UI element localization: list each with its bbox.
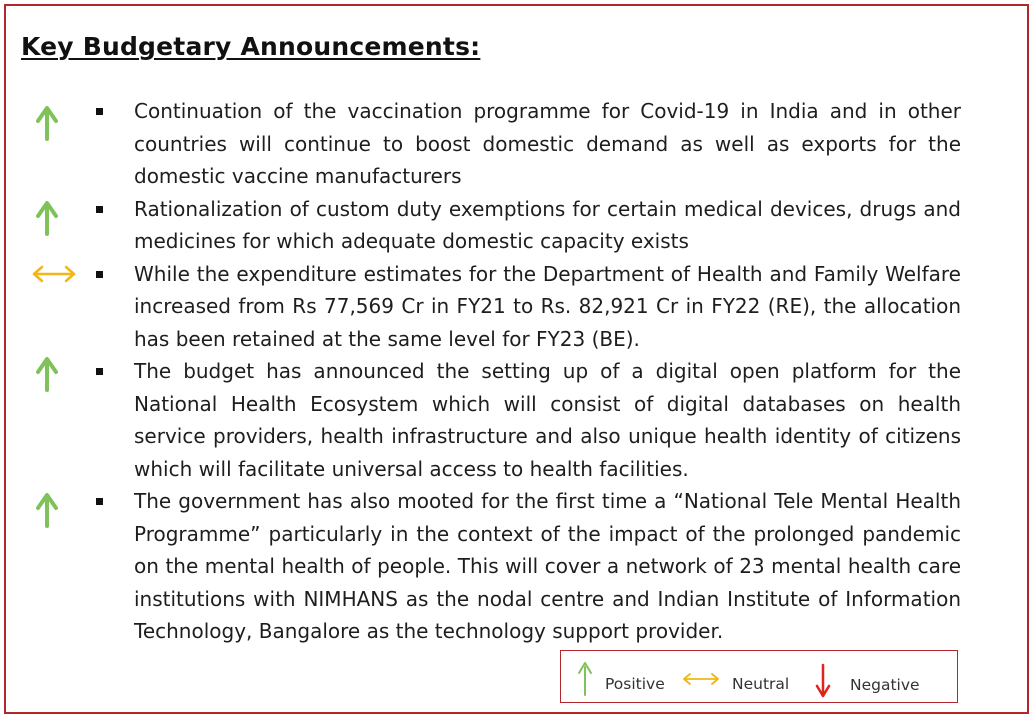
up-arrow-icon (26, 196, 82, 236)
item-text: The government has also mooted for the first time a “National Tele Mental Health Programme” particularly in the context of the impact of the prolonged pandemic on the mental health of people. This will cover a network of 23 mental health care institutions with NIMHANS as the nodal centre and Indian Institute of Information Technology, Bangalore as the technology support provider. (134, 489, 961, 643)
bullet-marker (96, 108, 103, 115)
positive-arrow-icon (575, 659, 595, 697)
bullet-marker (96, 498, 103, 505)
up-arrow-icon (26, 352, 82, 392)
legend-label-positive: Positive (605, 675, 665, 693)
up-arrow-icon (26, 488, 82, 528)
bullet-marker (96, 271, 103, 278)
up-arrow-icon (26, 101, 82, 141)
item-text: While the expenditure estimates for the Department of Health and Family Welfare increased from Rs 77,569 Cr in FY21 to Rs. 82,921 Cr in FY22 (RE), the allocation has been retained at the same level for FY23 (BE). (134, 261, 961, 351)
page-title: Key Budgetary Announcements: (21, 32, 481, 61)
list-item (0, 193, 961, 258)
list-item (0, 258, 961, 356)
legend-label-neutral: Neutral (732, 675, 790, 693)
list-item (0, 95, 961, 193)
legend-box (560, 650, 958, 703)
negative-arrow-icon (813, 663, 833, 699)
item-text: The budget has announced the setting up of a digital open platform for the National Health Ecosystem which will consist of digital databases on health service providers, health infrastructure and also unique health identity of citizens which will facilitate universal access to health facilities. (134, 359, 961, 481)
legend-label-negative: Negative (850, 676, 920, 694)
list-item (0, 355, 961, 485)
list-item (0, 485, 961, 648)
item-text: Continuation of the vaccination programme for Covid-19 in India and in other countries will continue to boost domestic demand as well as exports for the domestic vaccine manufacturers (134, 99, 961, 188)
bullet-marker (96, 368, 103, 375)
neutral-arrow-icon (681, 671, 721, 687)
announcement-list (0, 95, 1035, 648)
bullet-marker (96, 206, 103, 213)
left-right-arrow-icon (30, 254, 86, 294)
item-text: Rationalization of custom duty exemptions for certain medical devices, drugs and medicines for which adequate domestic capacity exists (134, 196, 961, 253)
